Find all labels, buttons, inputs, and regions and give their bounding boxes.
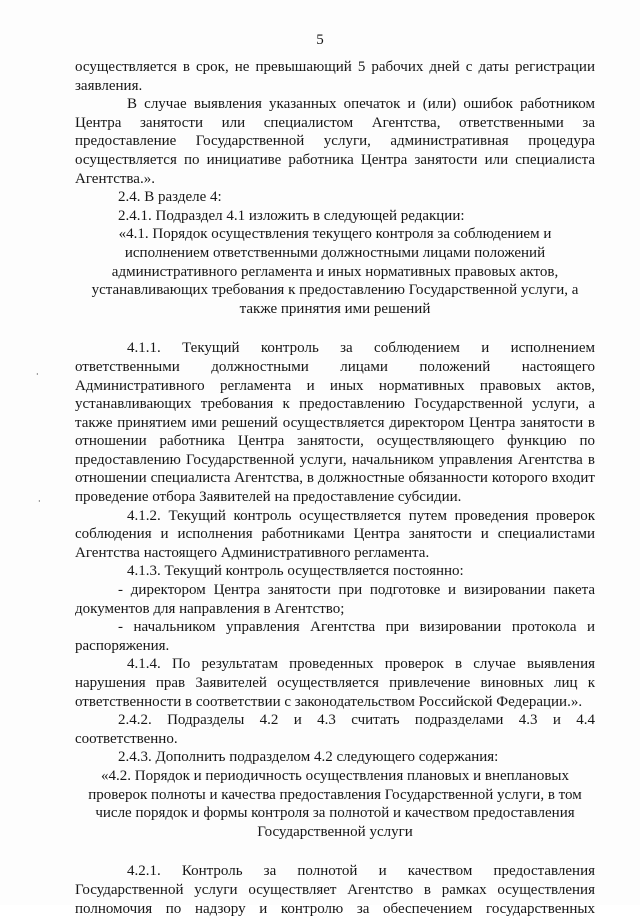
paragraph: 4.2.1. Контроль за полнотой и качеством предоставления Государственной услуги осуществляет Агентство в рамках осуществления полномочия по надзору и контролю за обеспечением государственных	[75, 863, 595, 917]
paragraph: 4.1.2. Текущий контроль осуществляется путем проведения проверок соблюдения и исполнения работниками Центра занятости и специалистами Агентства настоящего Административного регламента.	[75, 507, 595, 561]
paragraph: 4.1.3. Текущий контроль осуществляется постоянно:	[127, 563, 464, 580]
paragraph-spacer	[75, 318, 595, 339]
paragraph: 2.4.1. Подраздел 4.1 изложить в следующей редакции:	[118, 207, 465, 224]
paragraph: В случае выявления указанных опечаток и (или) ошибок работником Центра занятости или специалистом Агентства, ответственными за предоставление Государственной услуги, административная процедура осуществляется по инициативе работника Центра занятости или специалиста Агентства.».	[75, 96, 595, 187]
page-number: 5	[316, 32, 324, 48]
paragraph: 2.4. В разделе 4:	[118, 189, 222, 206]
paragraph-spacer	[75, 841, 595, 862]
paragraph: 4.1.4. По результатам проведенных проверок в случае выявления нарушения прав Заявителей осуществляется привлечение виновных лиц к ответственности в соответствии с законодательством Российской Федерации.».	[75, 656, 595, 710]
paragraph: заявления.	[75, 77, 143, 94]
paragraph: - начальником управления Агентства при визировании протокола и распоряжения.	[75, 619, 595, 654]
paragraph: - директором Центра занятости при подготовке и визировании пакета документов для направления в Агентство;	[75, 582, 595, 617]
scan-mark: ⸳	[36, 368, 39, 379]
scan-mark: ⸳	[38, 495, 41, 506]
section-heading: «4.2. Порядок и периодичность осуществления плановых и внеплановых проверок полноты и качества предоставления Государственной услуги, в том числе порядок и формы контроля за полнотой и качеством предоставления Государственной услуги	[88, 767, 582, 840]
paragraph: 4.1.1. Текущий контроль за соблюдением и исполнением ответственными должностными лицами положений настоящего Административного регламента и иных нормативных правовых актов, устанавливающих требования к предоставлению Государственной услуги, а также принятием ими решений осуществляется директором Центра занятости в отношении работника Центра занятости, осуществляющего функцию по предоставлению Государственной услуги, начальником управления Агентства в отношении специалиста Агентства, в должностные обязанности которого входит проведение отбора Заявителей на предоставление субсидии.	[75, 340, 595, 506]
paragraph: 2.4.2. Подразделы 4.2 и 4.3 считать подразделами 4.3 и 4.4 соответственно.	[75, 712, 595, 747]
paragraph: 2.4.3. Дополнить подразделом 4.2 следующего содержания:	[118, 749, 499, 766]
section-heading: «4.1. Порядок осуществления текущего контроля за соблюдением и исполнением ответственными должностными лицами положений административного регламента и иных нормативных правовых актов, устанавливающих требования к предоставлению Государственной услуги, а также принятия ими решений	[91, 226, 579, 317]
document-body	[75, 58, 595, 918]
paragraph: осуществляется в срок, не превышающий 5 рабочих дней с даты регистрации	[75, 59, 595, 75]
